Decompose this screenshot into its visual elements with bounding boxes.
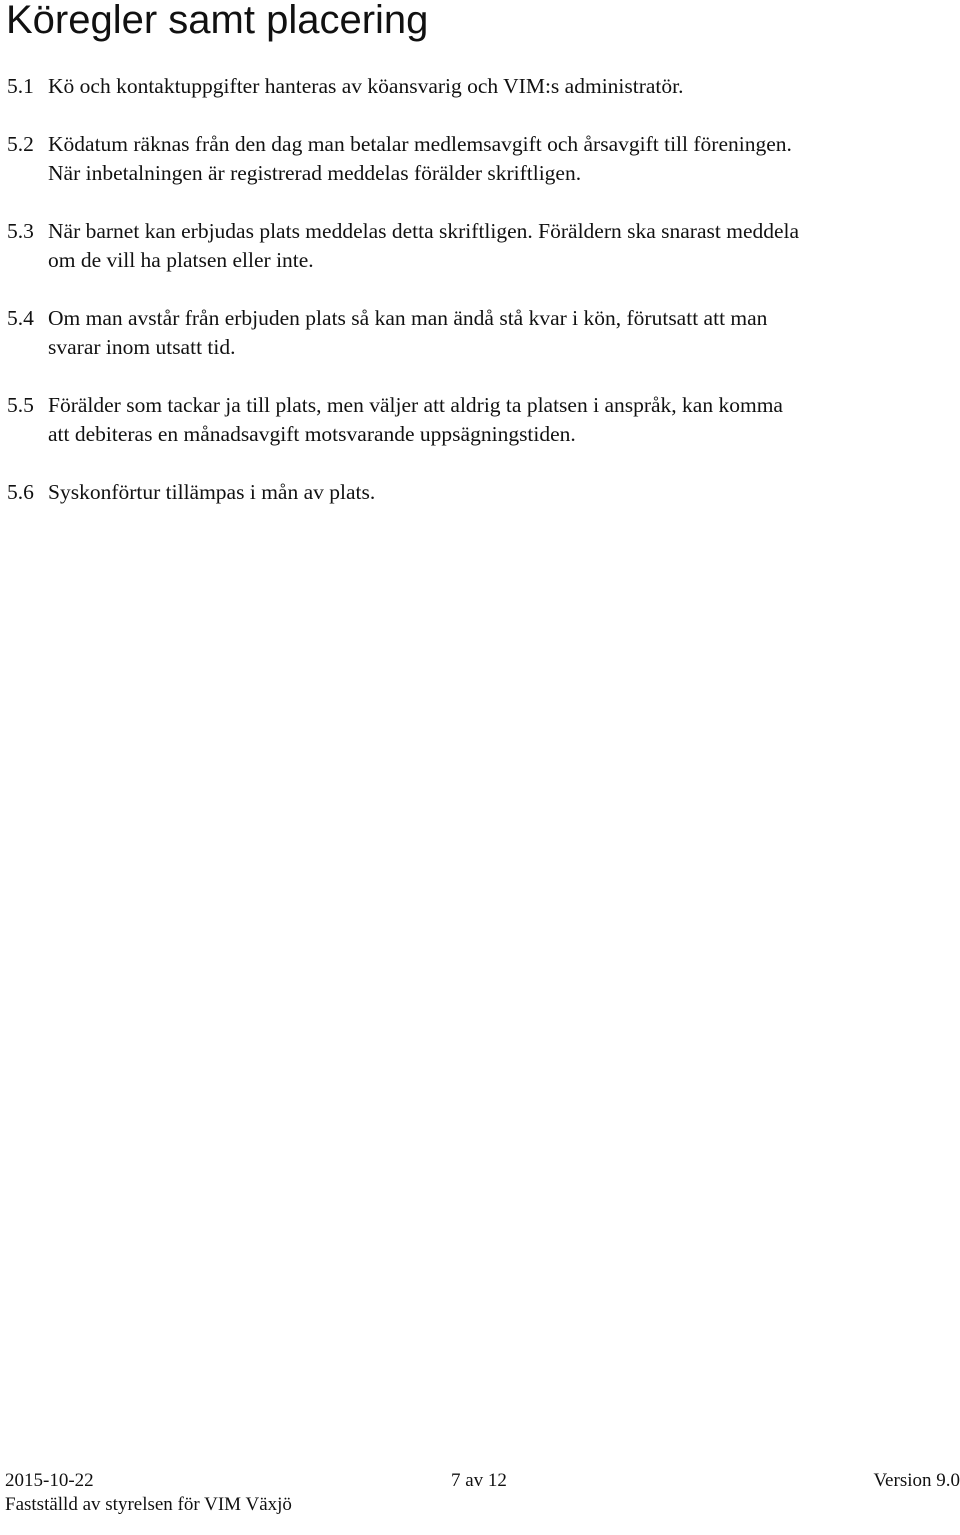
page-footer bbox=[0, 1469, 960, 1517]
rule-5-4 bbox=[0, 304, 940, 362]
rule-text: Förälder som tackar ja till plats, men väljer att aldrig ta platsen i anspråk, kan komma att debiteras en månadsavgift motsvarande uppsägningstiden. bbox=[48, 393, 783, 446]
page-title: Köregler samt placering bbox=[6, 0, 429, 42]
rule-text: Kö och kontaktuppgifter hanteras av köansvarig och VIM:s administratör. bbox=[48, 74, 684, 98]
rule-text: När barnet kan erbjudas plats meddelas detta skriftligen. Föräldern ska snarast meddela om de vill ha platsen eller inte. bbox=[48, 219, 800, 272]
rule-5-5 bbox=[0, 391, 940, 449]
approval-note: Fastställd av styrelsen för VIM Växjö bbox=[5, 1494, 292, 1515]
rule-number: 5.3 bbox=[7, 219, 34, 243]
page-number: 7 av 12 bbox=[451, 1470, 507, 1491]
footer-date: 2015-10-22 bbox=[5, 1470, 94, 1491]
rule-number: 5.1 bbox=[7, 74, 34, 98]
rule-number: 5.4 bbox=[7, 306, 34, 330]
rule-number: 5.5 bbox=[7, 393, 34, 417]
rule-text: Syskonförtur tillämpas i mån av plats. bbox=[48, 480, 376, 504]
rule-text: Om man avstår från erbjuden plats så kan man ändå stå kvar i kön, förutsatt att man svarar inom utsatt tid. bbox=[48, 306, 768, 359]
rule-text: Ködatum räknas från den dag man betalar medlemsavgift och årsavgift till föreningen. När inbetalningen är registrerad meddelas förälder skriftligen. bbox=[48, 132, 792, 185]
version-label: Version 9.0 bbox=[873, 1470, 960, 1491]
rule-5-3 bbox=[0, 217, 940, 275]
rules-list bbox=[0, 72, 940, 536]
rule-5-6 bbox=[0, 478, 940, 507]
footer-row bbox=[0, 1469, 960, 1493]
rule-5-1 bbox=[0, 72, 940, 101]
rule-number: 5.6 bbox=[7, 480, 34, 504]
rule-number: 5.2 bbox=[7, 132, 34, 156]
rule-5-2 bbox=[0, 130, 940, 188]
